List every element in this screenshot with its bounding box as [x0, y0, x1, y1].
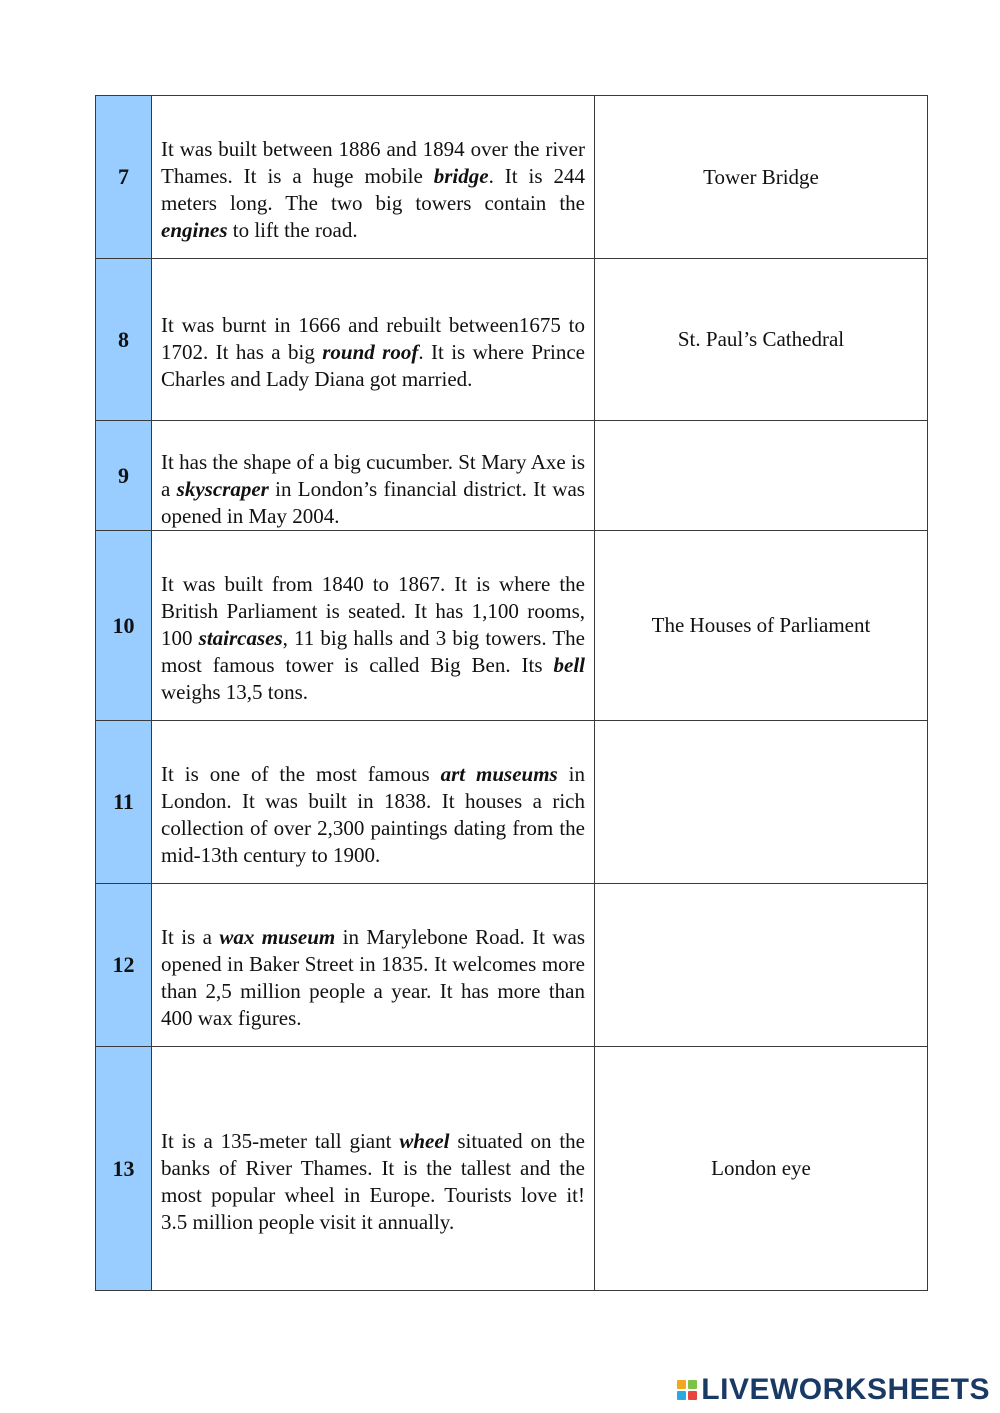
description-segment: weighs 13,5 tons.	[161, 680, 308, 704]
answer-cell	[595, 1047, 928, 1291]
answer-field[interactable]	[609, 952, 913, 979]
answer-cell	[595, 96, 928, 259]
table-row	[96, 96, 928, 259]
logo-square-1	[677, 1380, 686, 1389]
description-text	[161, 898, 585, 1032]
row-number: 9	[96, 421, 152, 531]
table-row	[96, 259, 928, 421]
description-segment: It has the shape of a big cucumber. St Mary Axe is a	[161, 450, 585, 501]
description-segment: in London’s financial district. It was opened in May 2004.	[161, 477, 585, 528]
logo-text: LIVEWORKSHEETS	[701, 1373, 990, 1406]
landmark-description	[152, 259, 595, 421]
description-segment: , 11 big halls and 3 big towers. The most famous tower is called Big Ben. Its	[161, 626, 585, 677]
landmark-description	[152, 96, 595, 259]
keyword: round roof	[322, 340, 419, 364]
keyword: skyscraper	[176, 477, 269, 501]
table-row	[96, 421, 928, 531]
table-row	[96, 884, 928, 1047]
description-segment: It is one of the most famous	[161, 762, 441, 786]
answer-cell	[595, 531, 928, 721]
description-text	[161, 286, 585, 393]
landmark-description	[152, 531, 595, 721]
description-segment: It was burnt in 1666 and rebuilt between1675 to 1702. It has a big	[161, 313, 585, 364]
row-number: 12	[96, 884, 152, 1047]
landmark-description	[152, 1047, 595, 1291]
description-segment: It is a	[161, 925, 220, 949]
answer-cell	[595, 259, 928, 421]
description-text	[161, 545, 585, 706]
description-segment: . It is where Prince Charles and Lady Diana got married.	[161, 340, 585, 391]
logo-square-2	[688, 1380, 697, 1389]
liveworksheets-logo-icon	[677, 1380, 697, 1400]
keyword: wax museum	[219, 925, 336, 949]
keyword: art museums	[440, 762, 558, 786]
description-segment: to lift the road.	[227, 218, 358, 242]
description-text	[161, 110, 585, 244]
answer-cell	[595, 421, 928, 531]
answer-field[interactable]	[609, 1155, 913, 1182]
keyword: bridge	[433, 164, 489, 188]
description-segment: in London. It was built in 1838. It houses a rich collection of over 2,300 paintings dating from the mid-13th century to 1900.	[161, 762, 586, 867]
table-row	[96, 531, 928, 721]
answer-field[interactable]	[609, 164, 913, 191]
keyword: bell	[553, 653, 585, 677]
description-segment: in Marylebone Road. It was opened in Baker Street in 1835. It welcomes more than 2,5 million people a year. It has more than 400 wax figures.	[161, 925, 586, 1030]
description-text	[161, 735, 585, 869]
worksheet-table	[95, 95, 928, 1291]
row-number: 7	[96, 96, 152, 259]
description-segment: . It is 244 meters long. The two big towers contain the	[161, 164, 585, 215]
row-number: 8	[96, 259, 152, 421]
row-number: 11	[96, 721, 152, 884]
answer-cell	[595, 721, 928, 884]
landmark-description	[152, 421, 595, 531]
row-number: 13	[96, 1047, 152, 1291]
answer-field[interactable]	[609, 326, 913, 353]
logo-square-3	[677, 1391, 686, 1400]
description-text	[161, 1102, 585, 1236]
description-text	[161, 421, 585, 530]
row-number: 10	[96, 531, 152, 721]
table-row	[96, 1047, 928, 1291]
description-segment: It is a 135-meter tall giant	[161, 1128, 400, 1153]
description-segment: It was built between 1886 and 1894 over the river Thames. It is a huge mobile	[161, 137, 585, 188]
liveworksheets-logo	[677, 1373, 990, 1407]
table-row	[96, 721, 928, 884]
answer-cell	[595, 884, 928, 1047]
logo-square-4	[688, 1391, 697, 1400]
keyword: engines	[161, 218, 228, 242]
keyword: staircases	[198, 626, 283, 650]
description-segment: situated on the banks of River Thames. It is the tallest and the most popular wheel in Europe. Tourists love it! 3.5 million people visit it annually.	[161, 1128, 585, 1234]
landmark-description	[152, 721, 595, 884]
answer-field[interactable]	[609, 462, 913, 489]
description-segment: It was built from 1840 to 1867. It is where the British Parliament is seated. It has 1,100 rooms, 100	[161, 572, 585, 650]
keyword: wheel	[399, 1128, 450, 1153]
answer-field[interactable]	[609, 612, 913, 639]
landmark-description	[152, 884, 595, 1047]
answer-field[interactable]	[609, 789, 913, 816]
